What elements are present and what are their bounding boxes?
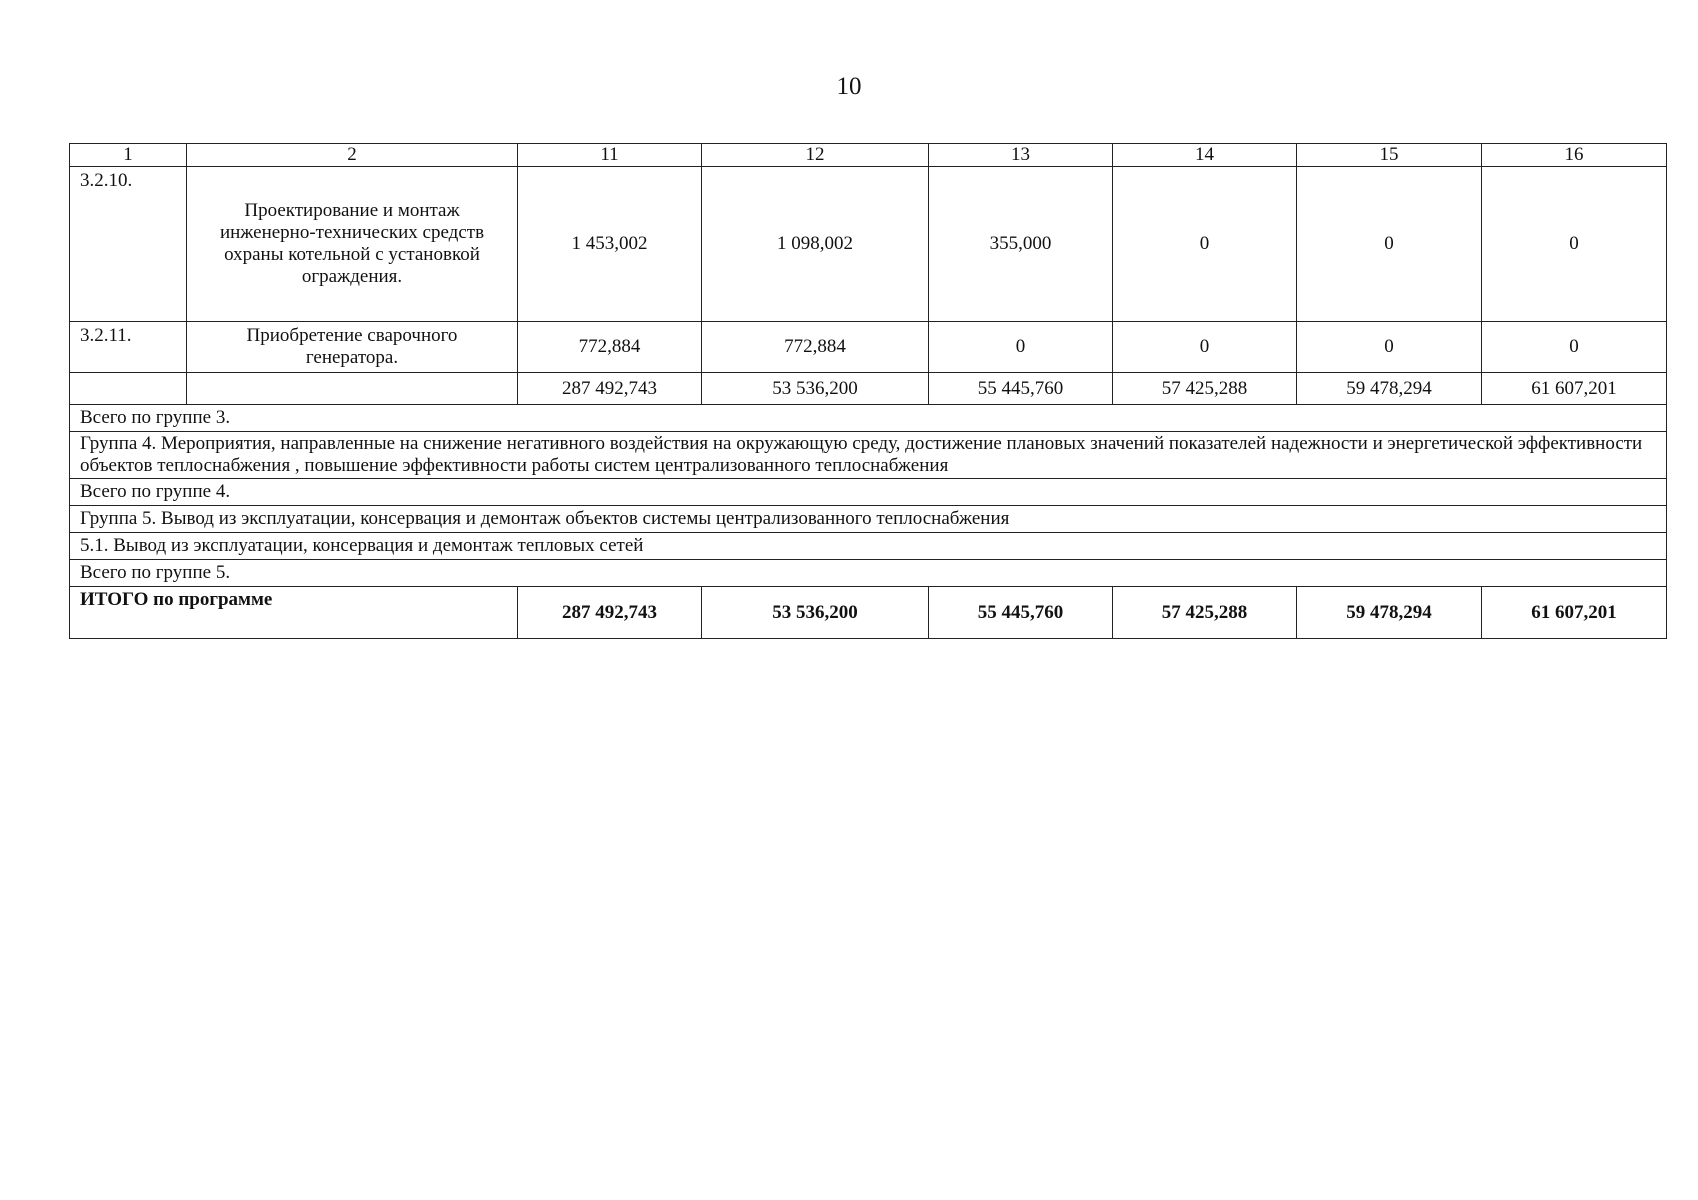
group-row [70,533,1667,560]
group-row [70,560,1667,587]
investment-program-table [69,143,1667,639]
value-cell: 1 453,002 [518,167,702,322]
row-number: 3.2.10. [70,167,187,322]
group-5-total-label: Всего по группе 5. [70,560,1667,587]
group-row [70,405,1667,432]
total-value: 59 478,294 [1297,587,1482,639]
empty-cell [70,373,187,405]
value-cell: 1 098,002 [702,167,929,322]
value-cell: 772,884 [702,322,929,373]
column-header-12: 12 [702,144,929,167]
value-cell: 0 [1297,322,1482,373]
group-4-total-label: Всего по группе 4. [70,479,1667,506]
subtotal-row [70,373,1667,405]
column-header-1: 1 [70,144,187,167]
total-value: 53 536,200 [702,587,929,639]
table-row [70,322,1667,373]
total-value: 287 492,743 [518,587,702,639]
empty-cell [187,373,518,405]
column-header-14: 14 [1113,144,1297,167]
group-3-total-label: Всего по группе 3. [70,405,1667,432]
total-value: 57 425,288 [1113,587,1297,639]
group-row [70,432,1667,479]
subtotal-value: 55 445,760 [929,373,1113,405]
value-cell: 0 [1482,167,1667,322]
column-header-13: 13 [929,144,1113,167]
subtotal-value: 57 425,288 [1113,373,1297,405]
value-cell: 0 [1482,322,1667,373]
value-cell: 0 [1297,167,1482,322]
row-description [187,322,518,373]
row-description-text: Проектирование и монтаж инженерно-технических средств охраны котельной с установкой ограждения. [219,200,485,287]
row-description [187,167,518,322]
value-cell: 0 [1113,322,1297,373]
subgroup-5-1-title: 5.1. Вывод из эксплуатации, консервация и демонтаж тепловых сетей [70,533,1667,560]
column-header-11: 11 [518,144,702,167]
program-total-label: ИТОГО по программе [70,587,518,639]
column-header-16: 16 [1482,144,1667,167]
total-value: 55 445,760 [929,587,1113,639]
column-header-15: 15 [1297,144,1482,167]
column-number-header-row [70,144,1667,167]
value-cell: 772,884 [518,322,702,373]
subtotal-value: 287 492,743 [518,373,702,405]
group-row [70,506,1667,533]
value-cell: 0 [929,322,1113,373]
value-cell: 355,000 [929,167,1113,322]
group-5-title: Группа 5. Вывод из эксплуатации, консервация и демонтаж объектов системы централизованного теплоснабжения [70,506,1667,533]
value-cell: 0 [1113,167,1297,322]
program-total-row [70,587,1667,639]
total-value: 61 607,201 [1482,587,1667,639]
subtotal-value: 53 536,200 [702,373,929,405]
row-description-text: Приобретение сварочного генератора. [246,325,458,368]
page-number: 10 [836,73,862,100]
group-4-title: Группа 4. Мероприятия, направленные на снижение негативного воздействия на окружающую среду, достижение плановых значений показателей надежности и энергетической эффективности объектов теплоснабжения , повышение эффективности работы систем централизованного теплоснабжения [70,432,1667,479]
row-number: 3.2.11. [70,322,187,373]
group-row [70,479,1667,506]
subtotal-value: 61 607,201 [1482,373,1667,405]
subtotal-value: 59 478,294 [1297,373,1482,405]
table-row [70,167,1667,322]
column-header-2: 2 [187,144,518,167]
